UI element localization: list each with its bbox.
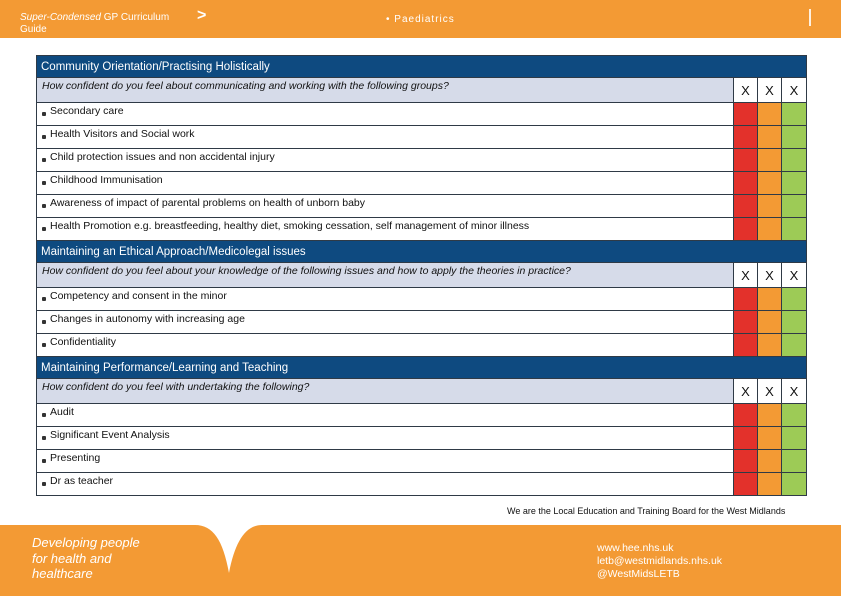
- item-label: Significant Event Analysis: [50, 429, 170, 441]
- bullet-icon: [42, 459, 46, 463]
- rating-cell-green[interactable]: [782, 404, 807, 427]
- rating-cell-red[interactable]: [734, 126, 758, 149]
- tagline-line: for health and: [32, 550, 112, 566]
- confidence-mark-high: X: [782, 379, 807, 404]
- table-row: [37, 427, 807, 450]
- rating-cell-green[interactable]: [782, 334, 807, 357]
- bullet-icon: [42, 413, 46, 417]
- bullet-icon: [42, 158, 46, 162]
- guide-title-italic: Super-Condensed: [20, 12, 101, 23]
- table-row: [37, 149, 807, 172]
- item-label: Dr as teacher: [50, 475, 114, 487]
- rating-cell-green[interactable]: [782, 195, 807, 218]
- item-label: Confidentiality: [50, 336, 116, 348]
- item-label: Health Promotion e.g. breastfeeding, healthy diet, smoking cessation, self management of minor illness: [50, 220, 530, 232]
- section-title: Maintaining an Ethical Approach/Medicolegal issues: [37, 241, 807, 263]
- confidence-table: [36, 55, 807, 496]
- rating-cell-red[interactable]: [734, 404, 758, 427]
- rating-cell-red[interactable]: [734, 473, 758, 496]
- bullet-icon: [42, 227, 46, 231]
- guide-title: [20, 12, 190, 36]
- website-link[interactable]: www.hee.nhs.uk: [597, 542, 674, 554]
- rating-cell-red[interactable]: [734, 311, 758, 334]
- item-label: Presenting: [50, 452, 101, 464]
- bullet-icon: [42, 320, 46, 324]
- rating-cell-amber[interactable]: [758, 126, 782, 149]
- rating-cell-red[interactable]: [734, 195, 758, 218]
- twitter-handle[interactable]: @WestMidsLETB: [597, 568, 680, 580]
- section-header-row: [37, 357, 807, 379]
- table-row: [37, 218, 807, 241]
- section-title: Community Orientation/Practising Holistically: [37, 56, 807, 78]
- confidence-mark-high: X: [782, 263, 807, 288]
- tagline-line: healthcare: [32, 566, 93, 581]
- table-row: [37, 334, 807, 357]
- rating-cell-amber[interactable]: [758, 195, 782, 218]
- bullet-icon: [42, 436, 46, 440]
- item-label: Competency and consent in the minor: [50, 290, 227, 302]
- bullet-icon: [42, 482, 46, 486]
- item-label: Awareness of impact of parental problems on health of unborn baby: [50, 197, 365, 209]
- subject-title: • Paediatrics: [386, 14, 455, 25]
- bullet-icon: [42, 181, 46, 185]
- bullet-icon: [42, 135, 46, 139]
- rating-cell-green[interactable]: [782, 311, 807, 334]
- rating-cell-amber[interactable]: [758, 404, 782, 427]
- confidence-mark-low: X: [734, 379, 758, 404]
- table-row: [37, 126, 807, 149]
- rating-cell-amber[interactable]: [758, 103, 782, 126]
- table-row: [37, 288, 807, 311]
- rating-cell-green[interactable]: [782, 473, 807, 496]
- question-row: [37, 379, 807, 404]
- confidence-mark-mid: X: [758, 263, 782, 288]
- question-row: [37, 78, 807, 103]
- section-title: Maintaining Performance/Learning and Teaching: [37, 357, 807, 379]
- rating-cell-green[interactable]: [782, 288, 807, 311]
- confidence-mark-high: X: [782, 78, 807, 103]
- rating-cell-amber[interactable]: [758, 172, 782, 195]
- section-header-row: [37, 56, 807, 78]
- question-text: How confident do you feel about your knowledge of the following issues and how to apply the theories in practice?: [37, 263, 734, 288]
- bullet-icon: [42, 343, 46, 347]
- bullet-icon: [42, 297, 46, 301]
- item-label: Audit: [50, 406, 74, 418]
- rating-cell-red[interactable]: [734, 334, 758, 357]
- item-label: Secondary care: [50, 105, 124, 117]
- subject-label: Paediatrics: [394, 14, 455, 25]
- rating-cell-amber[interactable]: [758, 427, 782, 450]
- confidence-mark-mid: X: [758, 78, 782, 103]
- question-text: How confident do you feel about communicating and working with the following groups?: [37, 78, 734, 103]
- rating-cell-amber[interactable]: [758, 334, 782, 357]
- rating-cell-green[interactable]: [782, 427, 807, 450]
- rating-cell-red[interactable]: [734, 172, 758, 195]
- rating-cell-amber[interactable]: [758, 311, 782, 334]
- item-label: Child protection issues and non accidental injury: [50, 151, 275, 163]
- item-label: Health Visitors and Social work: [50, 128, 195, 140]
- table-row: [37, 172, 807, 195]
- rating-cell-amber[interactable]: [758, 149, 782, 172]
- rating-cell-red[interactable]: [734, 288, 758, 311]
- letb-statement: We are the Local Education and Training Board for the West Midlands: [507, 506, 786, 516]
- table-row: [37, 311, 807, 334]
- section-header-row: [37, 241, 807, 263]
- question-row: [37, 263, 807, 288]
- rating-cell-amber[interactable]: [758, 218, 782, 241]
- rating-cell-red[interactable]: [734, 450, 758, 473]
- chevron-right-icon: >: [197, 7, 207, 24]
- email-link[interactable]: letb@westmidlands.nhs.uk: [597, 555, 723, 567]
- rating-cell-green[interactable]: [782, 103, 807, 126]
- guide-title-rest: GP Curriculum Guide: [20, 12, 170, 35]
- item-label: Childhood Immunisation: [50, 174, 163, 186]
- rating-cell-green[interactable]: [782, 149, 807, 172]
- rating-cell-red[interactable]: [734, 103, 758, 126]
- bullet-icon: [42, 112, 46, 116]
- rating-cell-green[interactable]: [782, 450, 807, 473]
- confidence-mark-low: X: [734, 78, 758, 103]
- rating-cell-red[interactable]: [734, 218, 758, 241]
- bullet-icon: [42, 204, 46, 208]
- table-row: [37, 473, 807, 496]
- footer-contact: [597, 542, 722, 581]
- rating-cell-green[interactable]: [782, 218, 807, 241]
- confidence-mark-low: X: [734, 263, 758, 288]
- rating-cell-amber[interactable]: [758, 288, 782, 311]
- table-row: [37, 103, 807, 126]
- rating-cell-green[interactable]: [782, 126, 807, 149]
- table-row: [37, 195, 807, 218]
- footer-tagline: [32, 535, 140, 582]
- divider: [809, 9, 811, 26]
- rating-cell-green[interactable]: [782, 172, 807, 195]
- rating-cell-amber[interactable]: [758, 473, 782, 496]
- table-row: [37, 450, 807, 473]
- rating-cell-amber[interactable]: [758, 450, 782, 473]
- rating-cell-red[interactable]: [734, 427, 758, 450]
- question-text: How confident do you feel with undertaking the following?: [37, 379, 734, 404]
- rating-cell-red[interactable]: [734, 149, 758, 172]
- confidence-mark-mid: X: [758, 379, 782, 404]
- table-row: [37, 404, 807, 427]
- item-label: Changes in autonomy with increasing age: [50, 313, 245, 325]
- tagline-line: Developing people: [32, 535, 140, 550]
